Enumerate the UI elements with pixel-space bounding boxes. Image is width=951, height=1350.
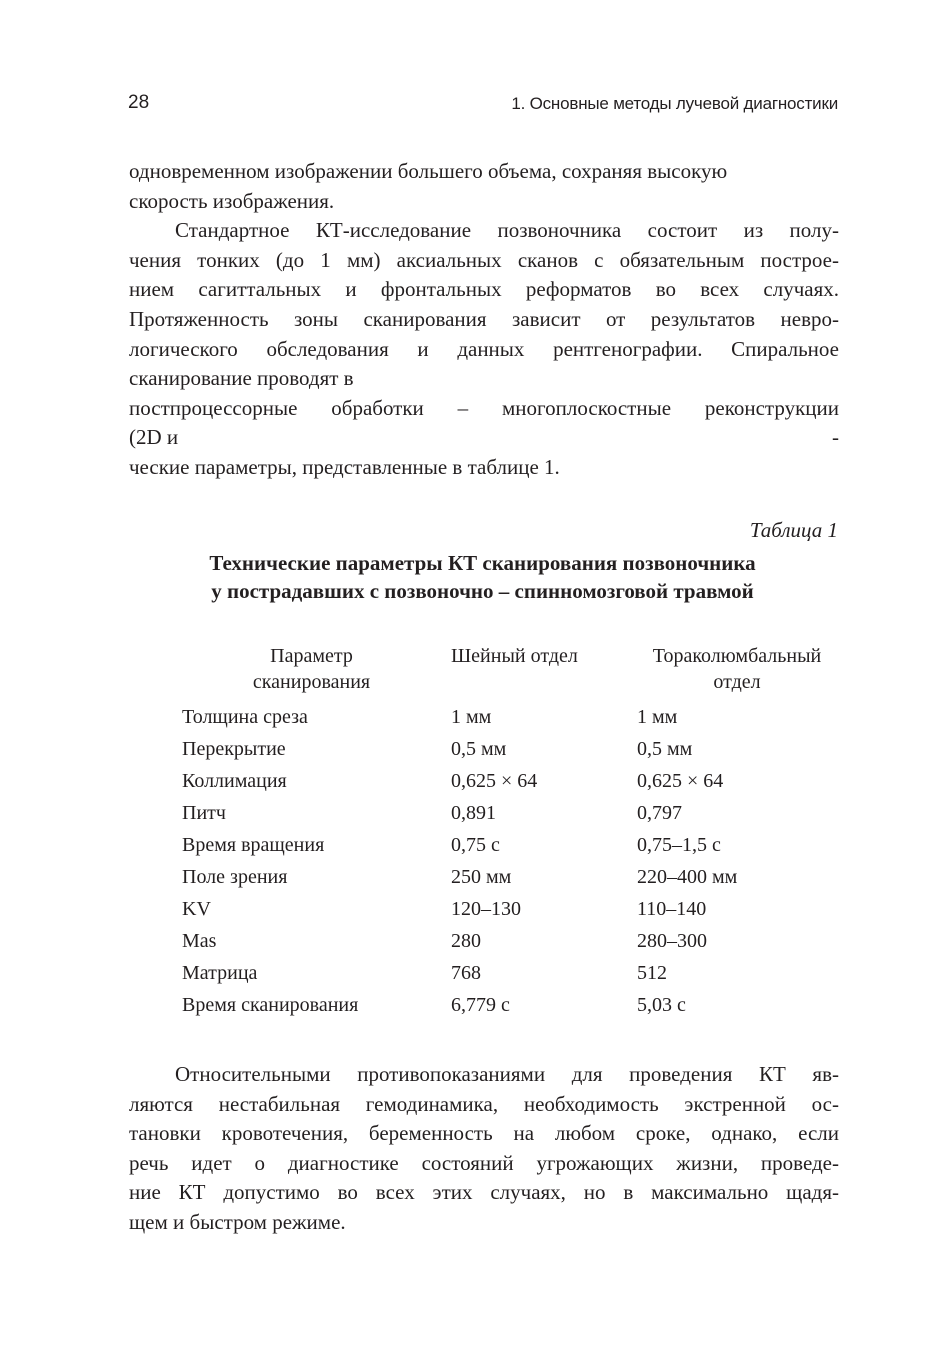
- cell-thoracolumbar: 220–400 мм: [637, 865, 738, 888]
- table-row: [172, 925, 837, 957]
- paragraph-continuation: [129, 157, 839, 216]
- cell-thoracolumbar: 110–140: [637, 897, 707, 920]
- text-line: сканирование проводят в: [129, 366, 354, 391]
- text-line: Относительными противопоказаниями для проведения КТ яв-: [175, 1062, 839, 1086]
- paragraph-contraindications: [129, 1060, 839, 1238]
- table-row: [172, 829, 837, 861]
- cell-parameter: Время вращения: [182, 833, 325, 856]
- cell-parameter: KV: [182, 897, 211, 920]
- cell-thoracolumbar: 5,03 с: [637, 993, 686, 1016]
- running-head: [128, 92, 838, 120]
- cell-thoracolumbar: 1 мм: [637, 705, 678, 728]
- cell-cervical: 120–130: [451, 897, 521, 920]
- table-row: [172, 861, 837, 893]
- column-header-parameter: Параметр сканирования: [252, 645, 371, 693]
- table-title-line: у пострадавших с позвоночно – спинномозговой травмой: [211, 579, 754, 603]
- cell-cervical: 1 мм: [451, 705, 492, 728]
- cell-thoracolumbar: 280–300: [637, 929, 707, 952]
- hyphen-fragment: -: [832, 425, 839, 450]
- cell-thoracolumbar: 0,75–1,5 с: [637, 833, 721, 856]
- text-line: логического обследования и данных рентгенографии. Спиральное: [129, 336, 839, 361]
- cell-parameter: Коллимация: [182, 769, 287, 792]
- cell-cervical: 6,779 с: [451, 993, 510, 1016]
- text-line: ние КТ допустимо во всех этих случаях, но в максимально щадя-: [129, 1180, 839, 1205]
- text-line: постпроцессорные обработки – многоплоскостные реконструкции: [129, 395, 839, 420]
- parameters-table: [172, 643, 837, 1021]
- cell-cervical: 0,75 с: [451, 833, 500, 856]
- cell-parameter: Матрица: [182, 961, 258, 984]
- table-row: [172, 765, 837, 797]
- text-line: Протяженность зоны сканирования зависит от результатов невро-: [129, 306, 839, 331]
- cell-parameter: Перекрытие: [182, 737, 286, 760]
- text-line: нием сагиттальных и фронтальных реформатов во всех случаях.: [129, 277, 839, 302]
- table-row: [172, 701, 837, 733]
- outro-text: [129, 1060, 839, 1238]
- text-line: ческие параметры, представленные в таблице 1.: [129, 454, 560, 479]
- cell-thoracolumbar: 512: [637, 961, 667, 984]
- cell-parameter: Mas: [182, 929, 217, 952]
- cell-cervical: 0,891: [451, 801, 496, 824]
- text-line: [129, 423, 839, 453]
- cell-thoracolumbar: 0,797: [637, 801, 682, 824]
- table-row: [172, 893, 837, 925]
- cell-cervical: 0,625 × 64: [451, 769, 538, 792]
- cell-parameter: Поле зрения: [182, 865, 288, 888]
- page-number: 28: [128, 92, 150, 113]
- text-line: скорость изображения.: [129, 188, 335, 213]
- text-line: Стандартное КТ-исследование позвоночника состоит из полу-: [175, 218, 839, 243]
- cell-cervical: 0,5 мм: [451, 737, 507, 760]
- table-row: [172, 957, 837, 989]
- text-line: тановки кровотечения, беременность на любом сроке, однако, если: [129, 1121, 839, 1146]
- cell-thoracolumbar: 0,625 × 64: [637, 769, 724, 792]
- cell-parameter: Питч: [182, 801, 226, 824]
- table-title-line: Технические параметры КТ сканирования позвоночника: [209, 551, 756, 575]
- intro-text: [129, 157, 839, 483]
- table-row: [172, 733, 837, 765]
- text-line: ляются нестабильная гемодинамика, необходимость экстренной ос-: [129, 1091, 839, 1116]
- table-header-row: [172, 643, 837, 701]
- cell-thoracolumbar: 0,5 мм: [637, 737, 693, 760]
- cell-parameter: Толщина среза: [182, 705, 308, 728]
- table-row: [172, 989, 837, 1021]
- table-title: [120, 549, 845, 605]
- text-line: чения тонких (до 1 мм) аксиальных сканов с обязательным построе-: [129, 247, 839, 272]
- cell-cervical: 250 мм: [451, 865, 512, 888]
- column-header-thoracolumbar: Тораколюмбальный отдел: [652, 645, 822, 693]
- text-line: речь идет о диагностике состояний угрожающих жизни, проведе-: [129, 1150, 839, 1175]
- cell-cervical: 280: [451, 929, 481, 952]
- table-row: [172, 797, 837, 829]
- text-line: щем и быстром режиме.: [129, 1209, 346, 1234]
- cell-parameter: Время сканирования: [182, 993, 359, 1016]
- column-header-cervical: Шейный отдел: [451, 645, 578, 667]
- text-line: одновременном изображении большего объема, сохраняя высокую: [129, 159, 728, 183]
- cell-cervical: 768: [451, 961, 481, 984]
- table-label: Таблица 1: [749, 518, 838, 542]
- chapter-title: 1. Основные методы лучевой диагностики: [511, 94, 838, 113]
- paragraph-ct-standard: [129, 216, 839, 482]
- text-fragment: (2D и: [129, 425, 179, 450]
